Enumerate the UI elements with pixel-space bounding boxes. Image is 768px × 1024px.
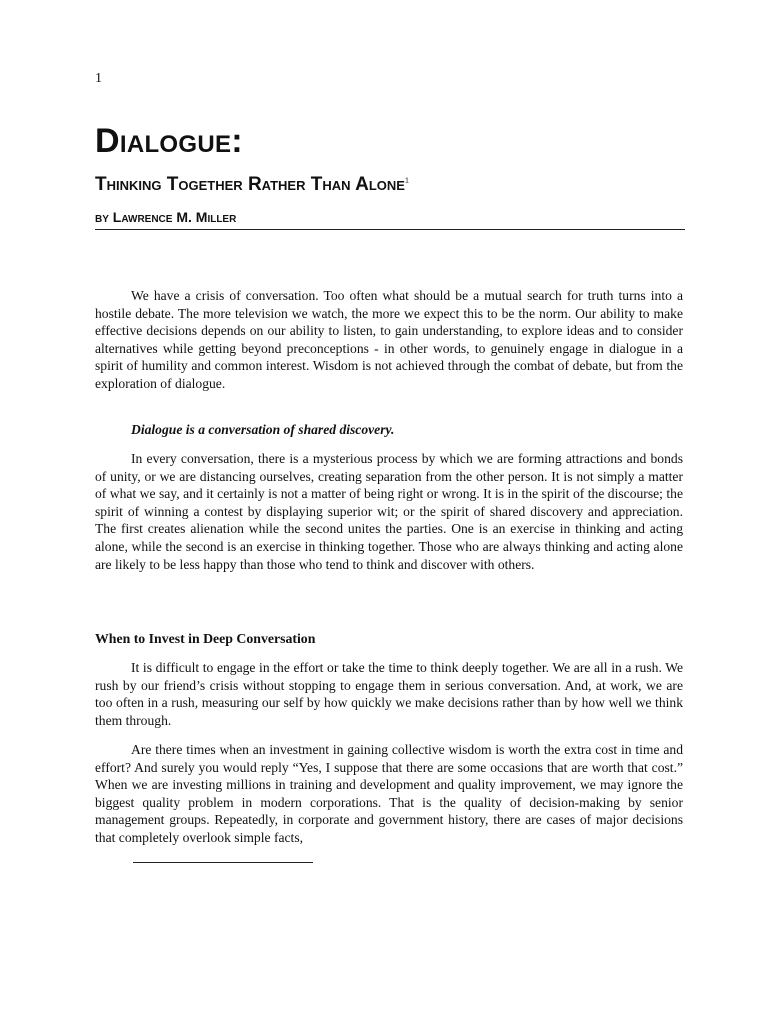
header-divider — [95, 229, 685, 230]
author-byline: by Lawrence M. Miller — [95, 209, 237, 225]
paragraph-emphasis: Dialogue is a conversation of shared discovery. — [131, 422, 395, 437]
page-number: 1 — [95, 71, 102, 86]
document-title: Dialogue: — [95, 122, 243, 160]
subtitle-text: Thinking Together Rather Than Alone — [95, 174, 405, 195]
paragraph-investment: Are there times when an investment in gaining collective wisdom is worth the extra cost in time and effort? And surely you would reply “Yes, I suppose that there are some occasions that are worth that cost.” When we are investing millions in training and development and quality improvement, we may ignore the biggest quality problem in modern corporations. That is the quality of decision-making by senior management groups. Repeatedly, in corporate and government history, there are cases of major decisions that completely overlook simple facts, — [95, 742, 683, 845]
section-heading: When to Invest in Deep Conversation — [95, 631, 316, 646]
paragraph-every-conversation: In every conversation, there is a mysterious process by which we are forming attractions and bonds of unity, or we are distancing ourselves, creating separation from the other person. It is not simply a matter of what we say, and it certainly is not a matter of being right or wrong. It is in the spirit of the discourse; the spirit of winning a contest by displaying superior wit; or the spirit of shared discovery and appreciation. The first creates alienation while the second unites the parties. One is an exercise in thinking and acting alone, while the second is an exercise in thinking together. Those who are always thinking and acting alone are likely to be less happy than those who tend to think and discover with others. — [95, 451, 683, 572]
footnote-divider — [133, 862, 313, 863]
footnote-reference: 1 — [404, 177, 409, 185]
document-subtitle — [95, 175, 409, 194]
paragraph-intro: We have a crisis of conversation. Too often what should be a mutual search for truth turns into a hostile debate. The more television we watch, the more we expect this to be the norm. Our ability to make effective decisions depends on our ability to listen, to gain understanding, to explore ideas and to consider alternatives while getting beyond preconceptions - in other words, to genuinely engage in dialogue in a spirit of humility and common interest. Wisdom is not achieved through the combat of debate, but from the exploration of dialogue. — [95, 288, 683, 391]
paragraph-difficult: It is difficult to engage in the effort or take the time to think deeply together. We are all in a rush. We rush by our friend’s crisis without stopping to engage them in serious conversation. And, at work, we are too often in a rush, measuring our self by how quickly we make decisions rather than by how well we think them through. — [95, 660, 683, 728]
